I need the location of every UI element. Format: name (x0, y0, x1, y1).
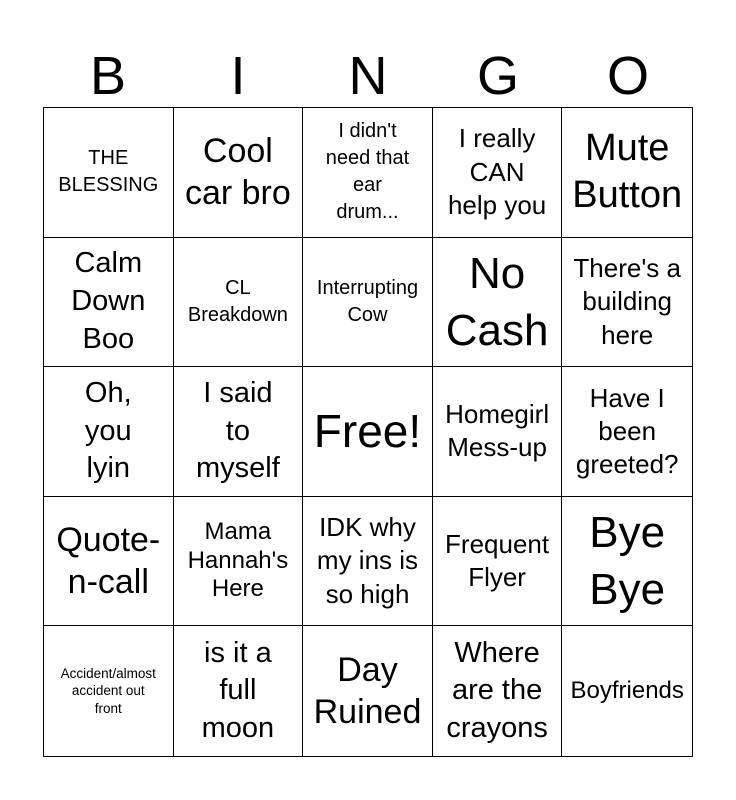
header-letter-b: B (89, 46, 127, 106)
cell-text: Homegirl Mess-up (445, 399, 550, 463)
cell-text: Boyfriends (570, 676, 684, 704)
cell-text: I didn't need that ear drum... (325, 120, 410, 224)
bingo-cell[interactable] (562, 367, 692, 497)
free-space-text: Free! (313, 404, 422, 457)
header-letter-n: N (348, 46, 388, 106)
cell-text: I said to myself (195, 376, 280, 485)
bingo-cell[interactable] (562, 108, 692, 238)
bingo-cell[interactable] (174, 497, 304, 627)
bingo-cell[interactable] (303, 497, 433, 627)
bingo-cell[interactable] (303, 238, 433, 368)
bingo-cell[interactable] (44, 497, 174, 627)
cell-text: Day Ruined (313, 650, 422, 732)
cell-text: IDK why my ins is so high (316, 512, 419, 609)
header-letter-g: G (476, 46, 519, 106)
cell-text: Oh, you lyin (84, 376, 132, 485)
cell-text: Accident/almost accident out front (60, 665, 156, 716)
cell-text: No Cash (445, 248, 549, 355)
cell-text: Calm Down Boo (71, 247, 146, 355)
bingo-cell[interactable] (303, 626, 433, 756)
bingo-cell[interactable] (562, 497, 692, 627)
header-letter-o: O (606, 46, 649, 106)
bingo-cell[interactable] (562, 238, 692, 368)
bingo-cell[interactable] (433, 108, 563, 238)
bingo-cell[interactable] (433, 626, 563, 756)
bingo-cell[interactable] (174, 108, 304, 238)
cell-text: Bye Bye (589, 507, 666, 615)
header-letter-i: I (230, 46, 246, 106)
bingo-cell[interactable] (174, 238, 304, 368)
cell-text: I really CAN help you (447, 123, 547, 220)
bingo-cell[interactable] (303, 108, 433, 238)
cell-text: There's a building here (573, 252, 681, 350)
bingo-cell[interactable] (433, 367, 563, 497)
bingo-cell[interactable] (174, 626, 304, 756)
cell-text: Cool car bro (184, 131, 291, 213)
bingo-cell[interactable] (44, 238, 174, 368)
free-space[interactable] (303, 367, 433, 497)
cell-text: is it a full moon (201, 636, 275, 745)
bingo-cell[interactable] (433, 497, 563, 627)
bingo-cell[interactable] (433, 238, 563, 368)
cell-text: CL Breakdown (187, 276, 288, 326)
bingo-cell[interactable] (562, 626, 692, 756)
bingo-cell[interactable] (174, 367, 304, 497)
cell-text: THE BLESSING (58, 147, 159, 197)
cell-text: Mute Button (572, 126, 683, 217)
bingo-cell[interactable] (44, 626, 174, 756)
cell-text: Have I been greeted? (575, 382, 679, 480)
cell-text: Frequent Flyer (445, 528, 550, 593)
bingo-board (43, 107, 693, 757)
cell-text: Interrupting Cow (316, 276, 419, 326)
bingo-cell[interactable] (44, 108, 174, 238)
cell-text: Mama Hannah's Here (187, 517, 289, 603)
bingo-header (43, 44, 693, 108)
cell-text: Quote- n-call (56, 520, 161, 602)
cell-text: Where are the crayons (446, 636, 548, 745)
bingo-cell[interactable] (44, 367, 174, 497)
